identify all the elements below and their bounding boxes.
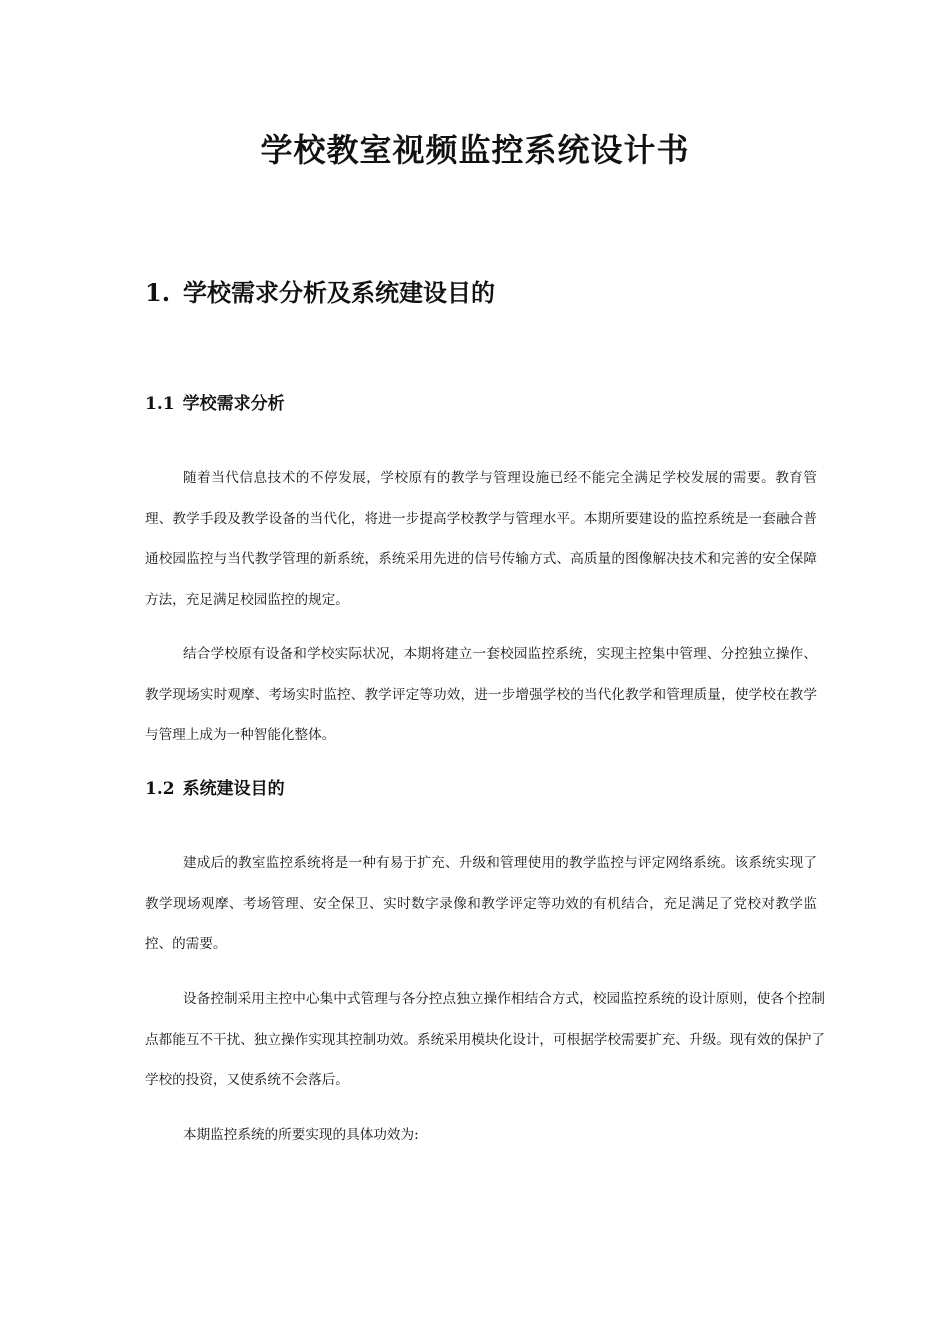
section-1-2-heading bbox=[145, 777, 285, 801]
document-title: 学校教室视频监控系统设计书 bbox=[260, 131, 690, 169]
section-1-2-paragraph-3: 本期监控系统的所要实现的具体功效为: bbox=[183, 1127, 419, 1143]
section-1-2-paragraph-1: 建成后的教室监控系统将是一种有易于扩充、升级和管理使用的教学监控与评定网络系统。该系统实现了教学现场观摩、考场管理、安全保卫、实时数字录像和教学评定等功效的有机结合，充足满足了党校对教学监控、的需要。 bbox=[145, 855, 817, 952]
section-1-2-paragraph-2: 设备控制采用主控中心集中式管理与各分控点独立操作相结合方式，校园监控系统的设计原则，使各个控制点都能互不干扰、独立操作实现其控制功效。系统采用模块化设计，可根据学校需要扩充、升级。现有效的保护了学校的投资，又使系统不会落后。 bbox=[145, 991, 825, 1088]
section-1-2-number: 1.2 bbox=[145, 779, 175, 799]
section-1-1-heading bbox=[145, 392, 285, 416]
section-1-1-number: 1.1 bbox=[145, 394, 175, 414]
section-1-heading bbox=[145, 276, 495, 310]
section-1-1-paragraph-1: 随着当代信息技术的不停发展，学校原有的教学与管理设施已经不能完全满足学校发展的需要。教育管理、教学手段及教学设备的当代化，将进一步提高学校教学与管理水平。本期所要建设的监控系统是一套融合普通校园监控与当代教学管理的新系统，系统采用先进的信号传输方式、高质量的图像解决技术和完善的安全保障方法，充足满足校园监控的规定。 bbox=[145, 470, 817, 608]
section-1-1-paragraph-2: 结合学校原有设备和学校实际状况，本期将建立一套校园监控系统，实现主控集中管理、分控独立操作、教学现场实时观摩、考场实时监控、教学评定等功效，进一步增强学校的当代化教学和管理质量，使学校在教学与管理上成为一种智能化整体。 bbox=[145, 646, 817, 743]
section-1-1-title: 学校需求分析 bbox=[182, 394, 285, 414]
section-1-title: 学校需求分析及系统建设目的 bbox=[183, 278, 495, 307]
section-1-2-title: 系统建设目的 bbox=[182, 779, 285, 799]
section-1-number: 1. bbox=[145, 278, 171, 307]
